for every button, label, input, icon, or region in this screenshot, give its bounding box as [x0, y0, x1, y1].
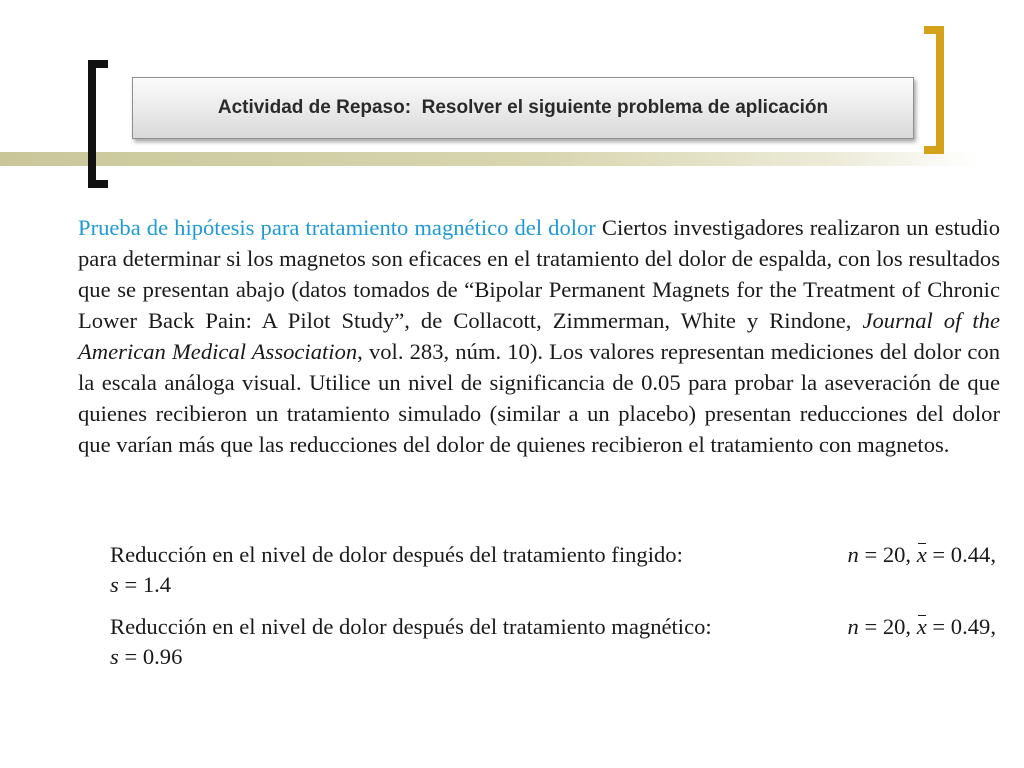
- journal-name: Journal of the American Medical Association: [78, 308, 1000, 364]
- n-value: = 20,: [858, 614, 917, 639]
- n-symbol: n: [847, 542, 859, 567]
- sample-magnetico: [110, 612, 996, 672]
- s-symbol: s: [110, 644, 119, 669]
- sample-stats: [848, 612, 997, 642]
- problem-text-part-1: Ciertos investigadores realizaron un estudio para determinar si los magnetos son eficaces en el tratamiento del dolor de espalda, con los resultados que se presentan abajo (datos tomados de “Bipolar Permanent Magnets for the Treatment of Chronic Lower Back Pain: A Pilot Study”, de Collacott, Zimmerman, White y Rindone,: [78, 215, 1000, 333]
- right-bracket-decoration: [924, 26, 944, 154]
- accent-bar: [0, 152, 980, 166]
- x-bar-symbol: x: [917, 540, 927, 570]
- slide-title-box: [132, 77, 914, 139]
- n-symbol: n: [847, 614, 859, 639]
- s-symbol: s: [110, 572, 119, 597]
- problem-statement: [78, 212, 1000, 460]
- s-value: = 1.4: [118, 572, 172, 597]
- left-bracket-decoration: [88, 60, 108, 188]
- sample-label: Reducción en el nivel de dolor después del tratamiento fingido:: [110, 542, 683, 567]
- sample-stats: [848, 540, 997, 570]
- s-value: = 0.96: [118, 644, 183, 669]
- sample-sd: [110, 570, 996, 600]
- n-value: = 20,: [858, 542, 917, 567]
- sample-sd: [110, 642, 996, 672]
- x-bar-value: = 0.44,: [926, 542, 996, 567]
- x-bar-symbol: x: [917, 612, 927, 642]
- problem-heading: Prueba de hipótesis para tratamiento magnético del dolor: [78, 215, 596, 240]
- slide-title: Actividad de Repaso: Resolver el siguiente problema de aplicación: [217, 97, 829, 118]
- x-bar-value: = 0.49,: [926, 614, 996, 639]
- sample-label: Reducción en el nivel de dolor después del tratamiento magnético:: [110, 614, 712, 639]
- problem-text-part-2: , vol. 283, núm. 10). Los valores representan mediciones del dolor con la escala análoga visual. Utilice un nivel de significancia de 0.05 para probar la aseveración de que quienes recibieron un tratamiento simulado (similar a un placebo) presentan reducciones del dolor que varían más que las reducciones del dolor de quienes recibieron el tratamiento con magnetos.: [78, 339, 1001, 457]
- sample-fingido: [110, 540, 996, 600]
